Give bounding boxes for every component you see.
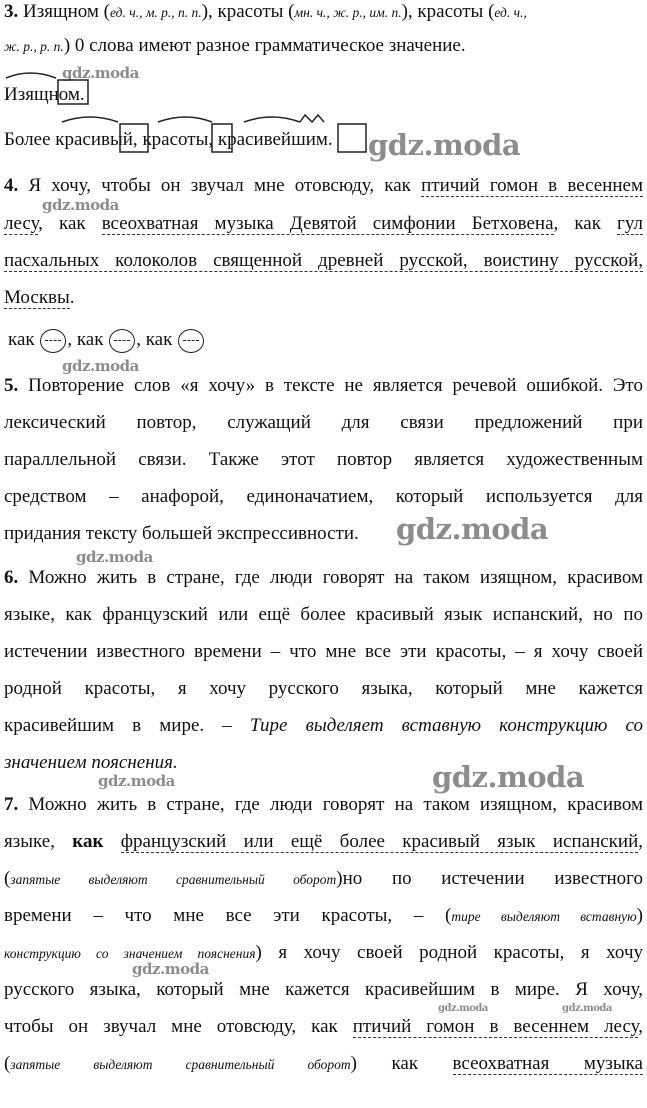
watermark: gdz.moda bbox=[432, 760, 585, 794]
task7-line4: времени – что мне все эти красоты, – (тире выделяют вставную) bbox=[4, 905, 643, 926]
clause-oval-icon bbox=[109, 329, 135, 353]
watermark: gdz.moda bbox=[98, 772, 175, 790]
task7-line2: языке, как французский или ещё более красивый язык испанский, bbox=[4, 831, 643, 852]
watermark: gdz.moda bbox=[76, 548, 153, 566]
task7-line5: конструкцию со значением пояснения) я хочу своей родной красоты, я хочу bbox=[4, 942, 643, 963]
watermark: gdz.moda bbox=[132, 960, 209, 978]
task5-number: 5. bbox=[4, 375, 19, 396]
watermark: gdz.moda bbox=[62, 357, 139, 375]
task7-line8: (запятые выделяют сравнительный оборот) как всеохватная музыка bbox=[4, 1053, 643, 1074]
morpheme-marks-2 bbox=[0, 110, 380, 156]
task6-line5: красивейшим в мире. – Тире выделяет вставную конструкцию со bbox=[4, 715, 643, 736]
task4-number: 4. bbox=[4, 175, 19, 196]
clause-oval-icon bbox=[40, 329, 66, 353]
watermark: gdz.moda bbox=[562, 1003, 612, 1014]
task7-line3: (запятые выделяют сравнительный оборот)но по истечении известного bbox=[4, 868, 643, 889]
task4-line4: Москвы. bbox=[4, 287, 75, 308]
task5-line2: лексический повтор, служащий для связи предложений при bbox=[4, 412, 643, 433]
task4-line3: пасхальных колоколов священной древней русской, воистину русской, bbox=[4, 250, 643, 271]
morpheme-marks-1 bbox=[0, 66, 100, 106]
task7-line6: русского языка, который мне кажется красивейшим в мире. Я хочу, bbox=[4, 979, 643, 1000]
task3-line1: 3. Изящном (ед. ч., м. р., п. п.), красоты (мн. ч., ж. р., им. п.), красоты (ед. ч., bbox=[4, 1, 527, 22]
task6-line3: истечении известного времени – что мне все эти красоты, – я хочу своей bbox=[4, 641, 643, 662]
watermark: gdz.moda bbox=[62, 64, 139, 82]
task5-line3: параллельной связи. Также этот повтор является художественным bbox=[4, 449, 643, 470]
task3-number: 3. bbox=[4, 1, 19, 22]
task6-line2: языке, как французский или ещё более красивый язык испанский, но по bbox=[4, 604, 643, 625]
task5-line1: 5. Повторение слов «я хочу» в тексте не является речевой ошибкой. Это bbox=[4, 375, 643, 396]
task4-line1: 4. Я хочу, чтобы он звучал мне отовсюду, как птичий гомон в весеннем bbox=[4, 175, 643, 196]
task7-line1: 7. Можно жить в стране, где люди говорят на таком изящном, красивом bbox=[4, 794, 643, 815]
task7-number: 7. bbox=[4, 794, 19, 815]
morpheme-line-2: Более красивый, красоты, красивейшим. bbox=[4, 129, 333, 150]
task6-line6: значением пояснения. bbox=[4, 752, 178, 773]
watermark: gdz.moda bbox=[438, 1003, 488, 1014]
watermark: gdz.moda bbox=[42, 196, 119, 214]
morpheme-line-1: Изящном. bbox=[4, 84, 85, 105]
task6-line4: родной красоты, я хочу русского языка, который мне кажется bbox=[4, 678, 643, 699]
task4-scheme: как , как , как bbox=[8, 328, 643, 353]
task6-number: 6. bbox=[4, 567, 19, 588]
clause-oval-icon bbox=[178, 329, 204, 353]
watermark: gdz.moda bbox=[368, 128, 521, 162]
task5-line5: придания тексту большей экспрессивности. bbox=[4, 523, 359, 544]
task7-line7: чтобы он звучал мне отовсюду, как птичий гомон в весеннем лесу, bbox=[4, 1016, 643, 1037]
task5-line4: средством – анафорой, единоначатием, который используется для bbox=[4, 486, 643, 507]
task3-line2: ж. р., р. п.) 0 слова имеют разное грамматическое значение. bbox=[4, 35, 466, 56]
watermark: gdz.moda bbox=[396, 512, 549, 546]
task6-line1: 6. Можно жить в стране, где люди говорят на таком изящном, красивом bbox=[4, 567, 643, 588]
task4-line2: лесу, как всеохватная музыка Девятой симфонии Бетховена, как гул bbox=[4, 213, 643, 234]
